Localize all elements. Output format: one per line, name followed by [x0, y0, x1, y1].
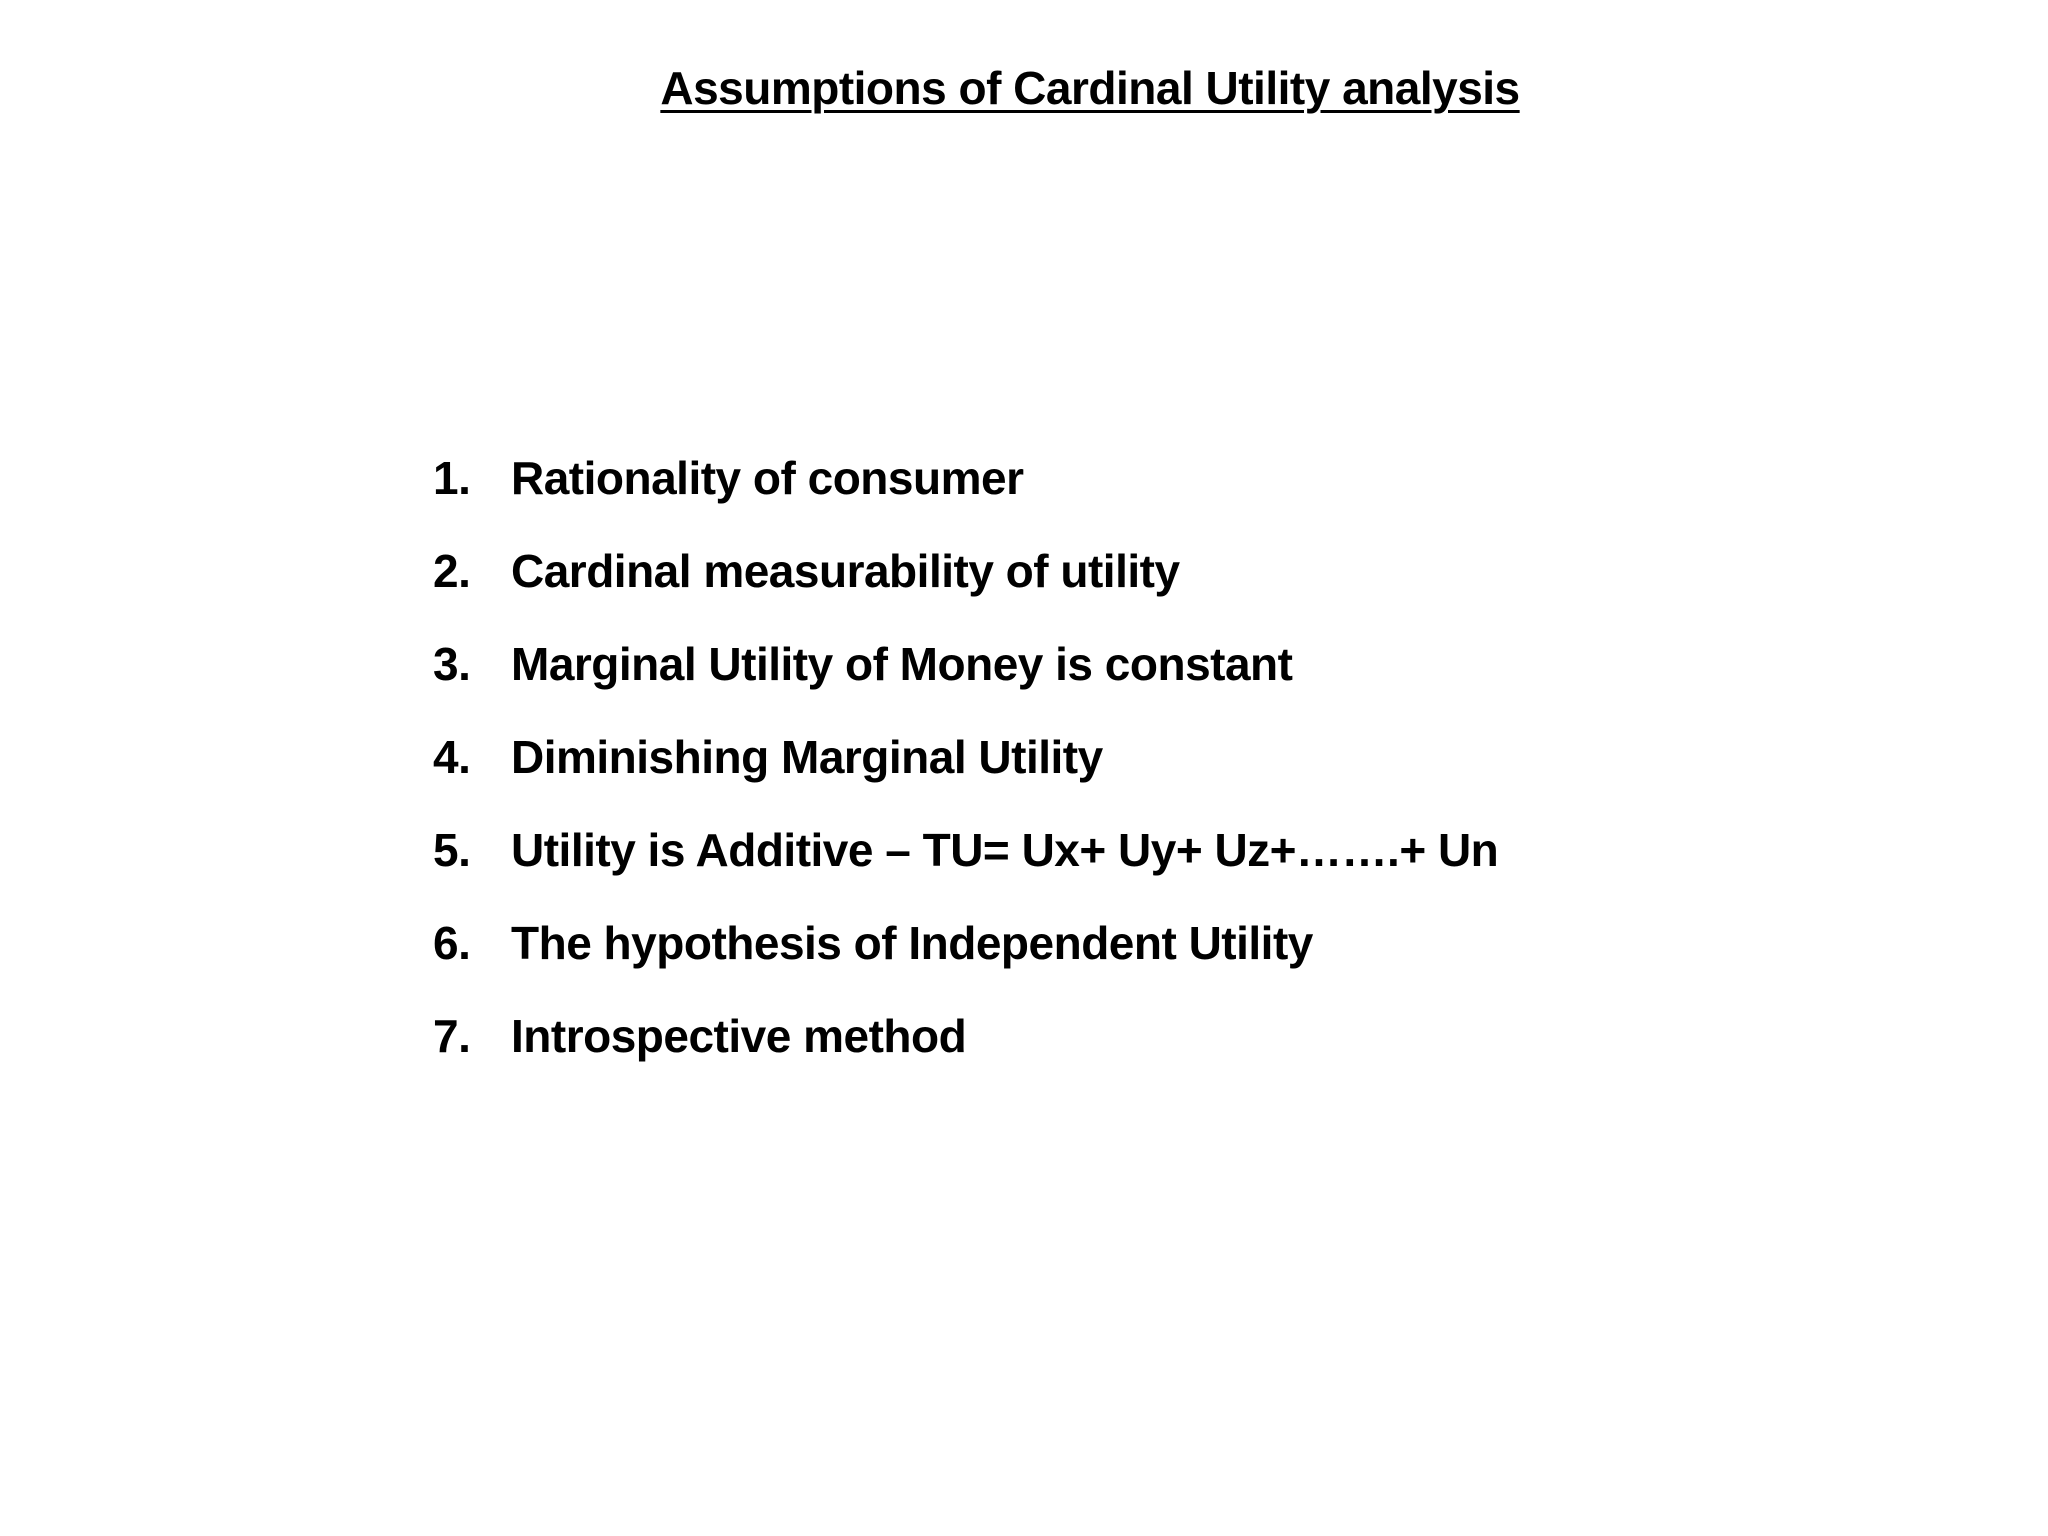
item-text: Cardinal measurability of utility: [511, 545, 1180, 597]
item-text: The hypothesis of Independent Utility: [511, 917, 1313, 969]
item-number: 7.: [433, 1010, 471, 1062]
item-number: 4.: [433, 731, 471, 783]
item-number: 6.: [433, 917, 471, 969]
item-text: Diminishing Marginal Utility: [511, 731, 1103, 783]
slide-title: Assumptions of Cardinal Utility analysis: [660, 62, 1520, 114]
item-text: Utility is Additive – TU= Ux+ Uy+ Uz+…….+ Un: [511, 824, 1499, 876]
item-number: 2.: [433, 545, 471, 597]
item-text: Introspective method: [511, 1010, 967, 1062]
item-number: 3.: [433, 638, 471, 690]
item-number: 1.: [433, 452, 471, 504]
item-number: 5.: [433, 824, 471, 876]
item-text: Rationality of consumer: [511, 452, 1024, 504]
item-text: Marginal Utility of Money is constant: [511, 638, 1293, 690]
